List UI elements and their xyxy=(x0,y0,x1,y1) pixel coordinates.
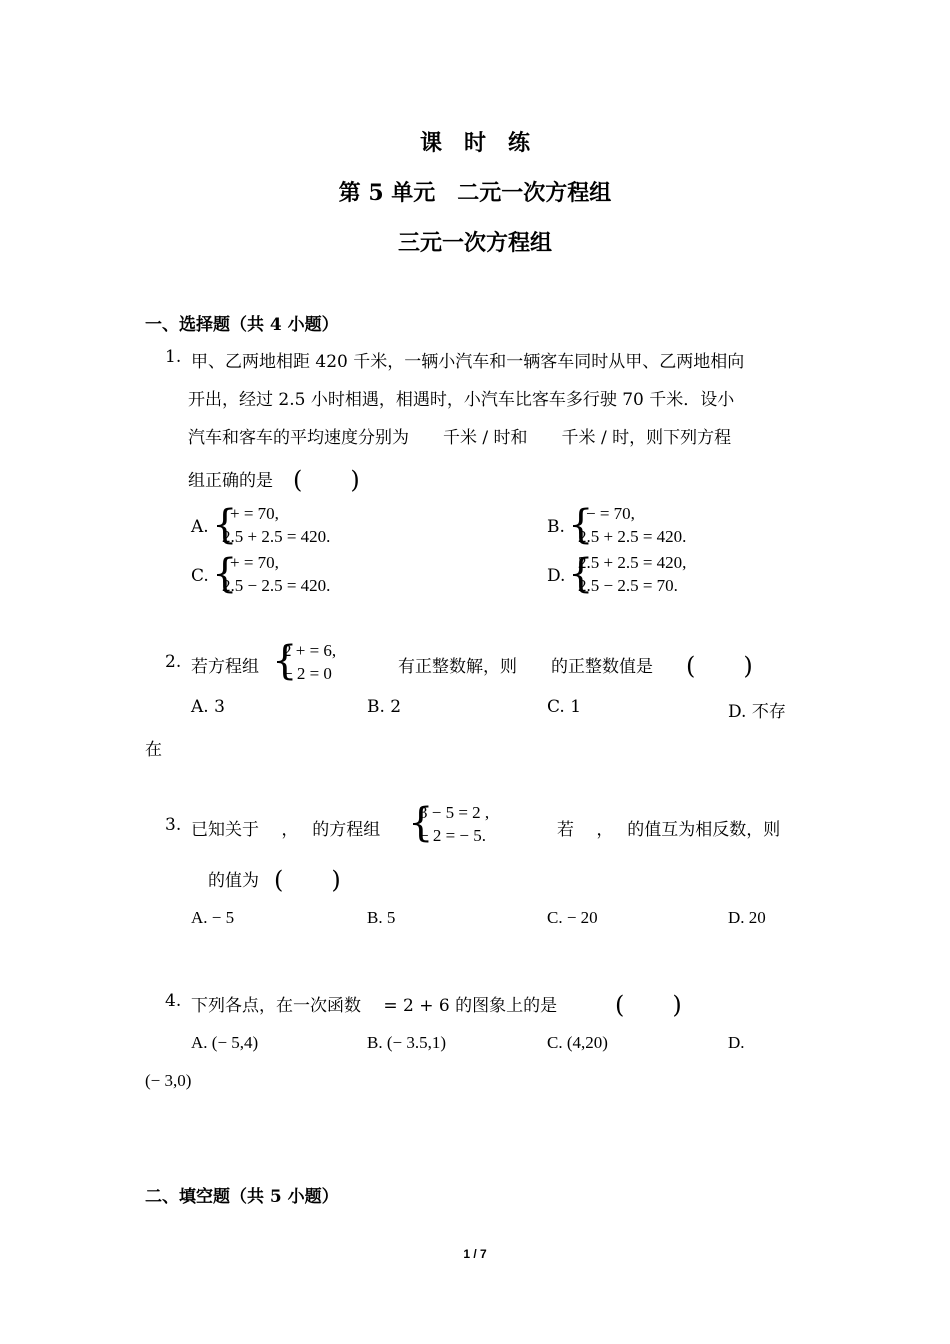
option-b: B. (− 3.5,1) xyxy=(367,1033,446,1052)
equation: − = 70, xyxy=(586,504,635,523)
option-d: D. 不存 xyxy=(728,702,786,722)
equation: 2.5 + 2.5 = 420. xyxy=(222,527,331,546)
question-number: 3. xyxy=(165,815,182,835)
option-d-continued: 在 xyxy=(145,740,162,760)
option-c: C. 1 xyxy=(547,697,582,717)
brace-icon: { xyxy=(568,502,594,548)
equation: 2.5 + 2.5 = 420, xyxy=(578,553,687,572)
lesson-title: 三元一次方程组 xyxy=(397,230,552,256)
brace-icon: { xyxy=(408,800,434,846)
equation: + = 70, xyxy=(230,553,279,572)
option-a: A. 3 xyxy=(191,697,225,717)
brace-icon: { xyxy=(212,551,238,597)
brace-icon: { xyxy=(272,638,298,684)
equation: − 2 = − 5. xyxy=(419,826,487,845)
question-text: 下列各点，在一次函数 = 2 + 6 的图象上的是 xyxy=(191,996,558,1016)
unit-title: 第 5 单元 二元一次方程组 xyxy=(338,180,612,206)
question-text: 汽车和客车的平均速度分别为 千米 / 时和 千米 / 时，则下列方程 xyxy=(188,428,732,448)
document-title: 课 时 练 xyxy=(419,130,530,156)
section-heading-choice: 一、选择题（共 4 小题） xyxy=(145,315,339,335)
equation: + = 70, xyxy=(230,504,279,523)
question-number: 2. xyxy=(165,652,182,672)
option-c: C. − 20 xyxy=(547,908,598,927)
option-label: C. xyxy=(191,566,209,586)
question-text: 已知关于 ， 的方程组 xyxy=(191,820,381,840)
question-number: 4. xyxy=(165,991,182,1011)
option-b: B. 2 xyxy=(367,697,402,717)
equation: 3 − 5 = 2 , xyxy=(419,803,490,822)
question-text: 有正整数解，则 的正整数值是 xyxy=(398,657,653,677)
option-d: D. 20 xyxy=(728,908,766,927)
option-c: C. (4,20) xyxy=(547,1033,608,1052)
equation: − 2 = 0 xyxy=(283,664,332,683)
option-label: D. xyxy=(547,566,566,586)
question-text: 开出，经过 2.5 小时相遇，相遇时，小汽车比客车多行驶 70 千米．设小 xyxy=(188,390,735,410)
question-text: 甲、乙两地相距 420 千米，一辆小汽车和一辆客车同时从甲、乙两地相向 xyxy=(191,352,745,372)
equation: 2 + = 6, xyxy=(283,641,337,660)
question-text: 的值为 xyxy=(208,871,259,891)
option-label: A. xyxy=(191,517,209,537)
equation: 2.5 − 2.5 = 70. xyxy=(578,576,678,595)
section-heading-fill-in: 二、填空题（共 5 小题） xyxy=(145,1187,339,1207)
option-a: A. − 5 xyxy=(191,908,235,927)
question-text: 组正确的是 xyxy=(188,471,273,491)
brace-icon: { xyxy=(568,551,594,597)
question-text: 若方程组 xyxy=(191,657,259,677)
option-b: B. 5 xyxy=(367,908,396,927)
equation: 2.5 + 2.5 = 420. xyxy=(578,527,687,546)
answer-blank: ( ) xyxy=(686,652,753,680)
option-a: A. (− 5,4) xyxy=(191,1033,259,1052)
answer-blank: ( ) xyxy=(274,866,341,894)
answer-blank: ( ) xyxy=(615,991,682,1019)
brace-icon: { xyxy=(212,502,238,548)
option-label: B. xyxy=(547,517,565,537)
option-d-continued: (− 3,0) xyxy=(145,1071,192,1090)
equation: 2.5 − 2.5 = 420. xyxy=(222,576,331,595)
answer-blank: ( ) xyxy=(293,466,360,494)
option-d: D. xyxy=(728,1033,745,1052)
page-number: 1 / 7 xyxy=(463,1247,487,1261)
question-number: 1. xyxy=(165,347,182,367)
question-text: 若 ， 的值互为相反数，则 xyxy=(557,820,781,840)
